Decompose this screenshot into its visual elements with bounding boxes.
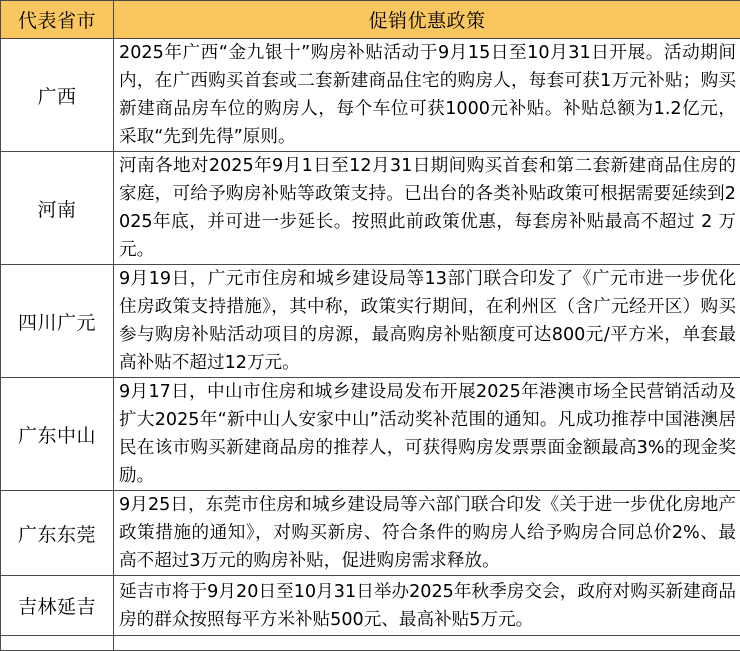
region-cell: 吉林延吉 — [1, 576, 114, 636]
header-region: 代表省市 — [1, 1, 114, 39]
header-policy: 促销优惠政策 — [114, 1, 740, 39]
table-header-row — [1, 1, 740, 39]
table-row — [1, 491, 740, 576]
policy-cell: 2025年广西“金九银十”购房补贴活动于9月15日至10月31日开展。活动期间内，在广西购买首套或二套新建商品住宅的购房人，每套可获1万元补贴；购买新建商品房车位的购房人，每个车位可获1000元补贴。补贴总额为1.2亿元，采取“先到先得”原则。 — [114, 39, 740, 152]
table-row — [1, 576, 740, 636]
policy-cell: 9月17日，中山市住房和城乡建设局发布开展2025年港澳市场全民营销活动及扩大2025年“新中山人安家中山”活动奖补范围的通知。凡成功推荐中国港澳居民在该市购买新建商品房的推荐人，可获得购房发票票面金额最高3%的现金奖励。 — [114, 378, 740, 491]
table-row — [1, 152, 740, 265]
policy-cell-empty — [114, 636, 740, 651]
region-cell: 河南 — [1, 152, 114, 265]
policy-cell: 9月25日，东莞市住房和城乡建设局等六部门联合印发《关于进一步优化房地产政策措施的通知》，对购买新房、符合条件的购房人给予购房合同总价2%、最高不超过3万元的购房补贴，促进购房需求释放。 — [114, 491, 740, 576]
region-cell: 广西 — [1, 39, 114, 152]
table-row — [1, 265, 740, 378]
policy-cell: 延吉市将于9月20日至10月31日举办2025年秋季房交会，政府对购买新建商品房的群众按照每平方米补贴500元、最高补贴5万元。 — [114, 576, 740, 636]
region-cell: 四川广元 — [1, 265, 114, 378]
region-cell-empty — [1, 636, 114, 651]
region-cell: 广东东莞 — [1, 491, 114, 576]
policy-cell: 9月19日，广元市住房和城乡建设局等13部门联合印发了《广元市进一步优化住房政策支持措施》，其中称，政策实行期间，在利州区（含广元经开区）购买参与购房补贴活动项目的房源，最高购房补贴额度可达800元/平方米，单套最高补贴不超过12万元。 — [114, 265, 740, 378]
table-row-partial — [1, 636, 740, 651]
policy-cell: 河南各地对2025年9月1日至12月31日期间购买首套和第二套新建商品住房的家庭，可给予购房补贴等政策支持。已出台的各类补贴政策可根据需要延续到2025年底，并可进一步延长。按照此前政策优惠，每套房补贴最高不超过 2 万元。 — [114, 152, 740, 265]
region-cell: 广东中山 — [1, 378, 114, 491]
table-row — [1, 378, 740, 491]
table-row — [1, 39, 740, 152]
